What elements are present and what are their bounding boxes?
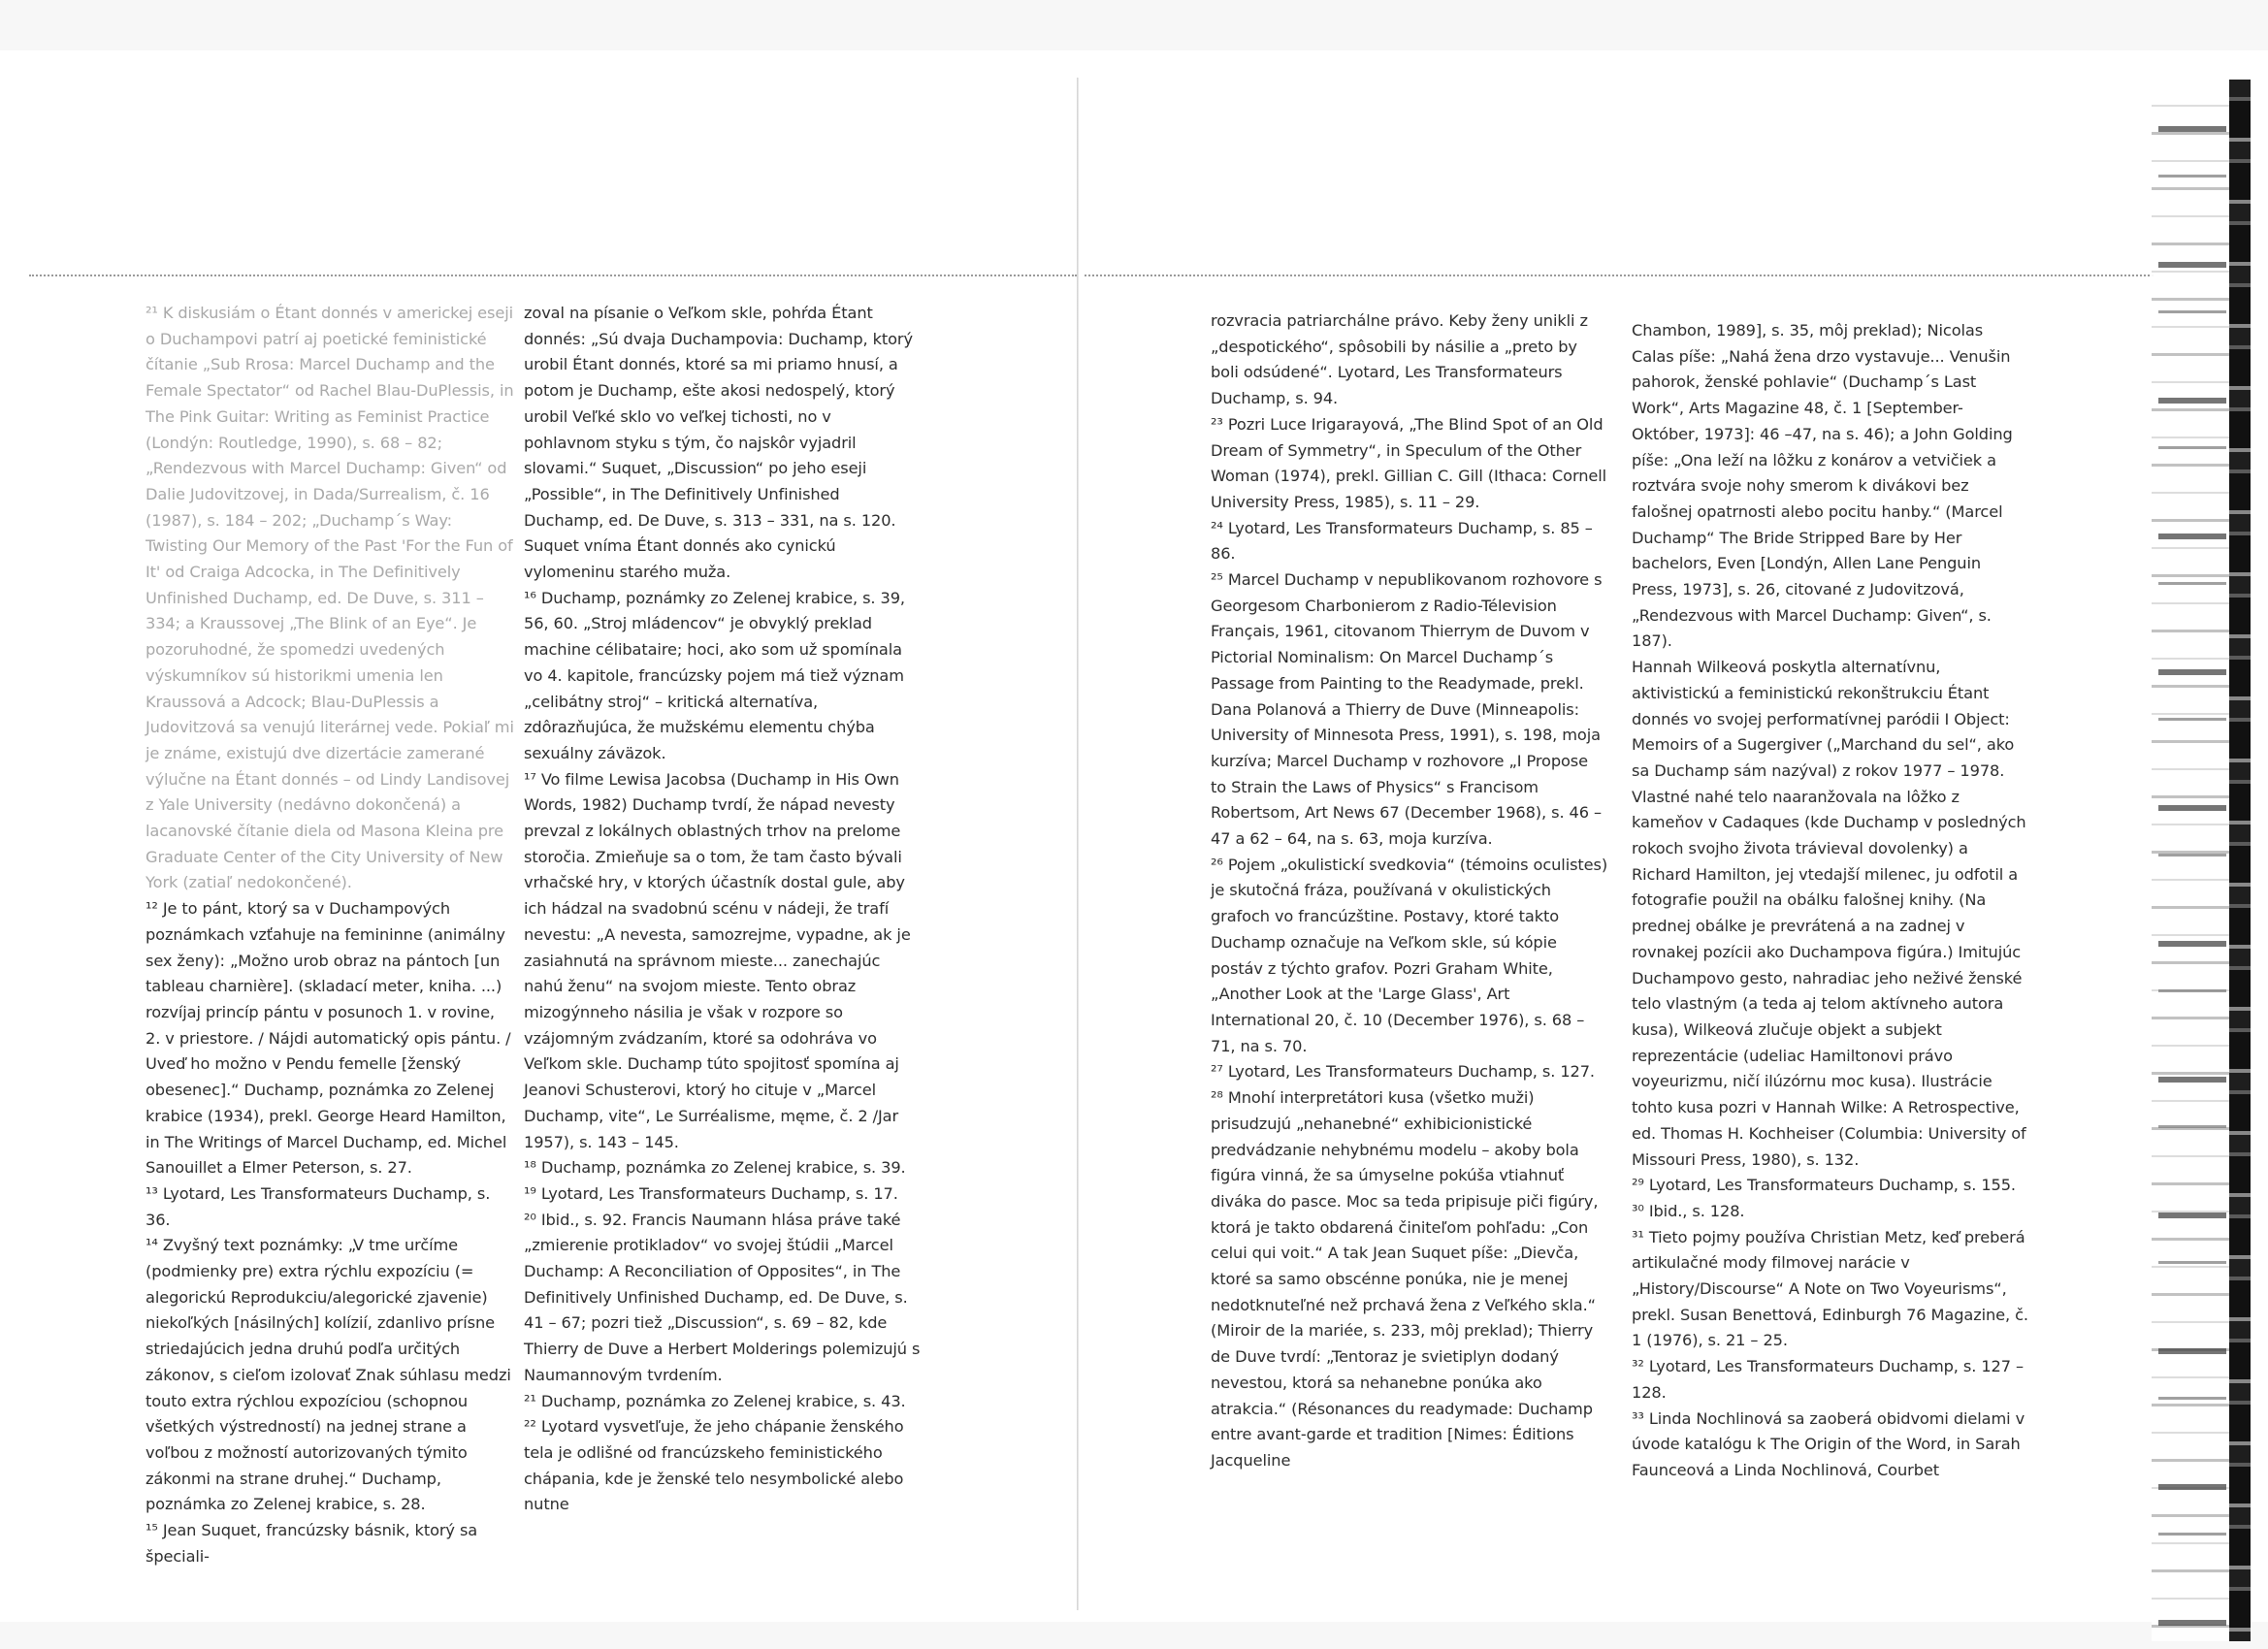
footnote-11: ²¹ K diskusiám o Étant donnés v americkej eseji o Duchampovi patrí aj poetické feministické čítanie „Sub Rrosa: Marcel Duchamp and the Female Spectator“ od Rachel Blau-DuPlessis, in The Pink Guitar: Writing as Feminist Practice (Londýn: Routledge, 1990), s. 68 – 82; „Rendezvous with Marcel Duchamp: Given“ od Dalie Judovitzovej, in Dada/Surrealism, č. 16 (1987), s. 184 – 202; „Duchamp´s Way: Twisting Our Memory of the Past 'For the Fun of It' od Craiga Adcocka, in The Definitively Unfinished Duchamp, ed. De Duve, s. 311 – 334; a Kraussovej „The Blink of an Eye“. Je pozoruhodné, že spomedzi uvedených výskumníkov sú historikmi umenia len Kraussová a Adcock; Blau-DuPlessis a Judovitzová sa venujú literárnej vede. Pokiaľ mi je známe, existujú dve dizertácie zamerané výlučne na Étant donnés – od Lindy Landisovej z Yale University (nedávno dokončená) a lacanovské čítanie diela od Masona Kleina pre Graduate Center of the City University of New York (zatiaľ nedokončené). — [146, 304, 514, 892]
right-page-column-2 — [1632, 318, 2029, 1484]
footnote-15-cont: zoval na písanie o Veľkom skle, pohŕda Étant donnés: „Sú dvaja Duchampovia: Duchamp, ktorý urobil Étant donnés, ktoré sa mi priamo hnusí, a potom je Duchamp, ešte akosi nedospelý, ktorý urobil Veľké sklo vo veľkej tichosti, no v pohlavnom styku s tým, čo najskôr vyjadril slovami.“ Suquet, „Discussion“ po jeho eseji „Possible“, in The Definitively Unfinished Duchamp, ed. De Duve, s. 313 – 331, na s. 120. Suquet vníma Étant donnés ako cynickú vylomeninu starého muža. — [524, 304, 913, 582]
footnote-28: ²⁸ Mnohí interpretátori kusa (všetko muži) prisudzujú „nehanebné“ exhibicionistické predvádzanie nehybnému modelu – akoby bola figúra vinná, že sa úmyselne pokúša vtiahnuť diváka do pasce. Moc sa teda pripisuje piči figúry, ktorá je takto obdarená činiteľom pohľadu: „Con celui qui voit.“ A tak Jean Suquet píše: „Dievča, ktoré sa samo obscénne ponúka, nie je menej nedotknuteľné než prchavá žena z Veľkého skla.“ (Miroir de la mariée, s. 233, môj preklad); Thierry de Duve tvrdí: „Tentoraz je svietiplyn dodaný nevestou, ktorá sa nehanebne ponúka ako atrakcia.“ (Résonances du readymade: Duchamp entre avant-garde et tradition [Nimes: Éditions Jacqueline — [1211, 1088, 1599, 1470]
footnote-12: ¹² Je to pánt, ktorý sa v Duchampových poznámkach vzťahuje na femininne (animálny sex ženy): „Možno urob obraz na pántoch [un tableau charnière]. (skladací meter, kniha. ...) rozvíjaj princíp pántu v posunoch 1. v rovine, 2. v priestore. / Nájdi automatický opis pántu. / Uveď ho možno v Pendu femelle [ženský obesenec].“ Duchamp, poznámka zo Zelenej krabice (1934), prekl. George Heard Hamilton, in The Writings of Marcel Duchamp, ed. Michel Sanouillet a Elmer Peterson, s. 27. — [146, 899, 511, 1178]
footnote-21: ²¹ Duchamp, poznámka zo Zelenej krabice, s. 43. — [524, 1391, 906, 1410]
left-page-column-1 — [146, 301, 514, 1569]
footnote-19: ¹⁹ Lyotard, Les Transformateurs Duchamp, s. 17. — [524, 1183, 898, 1203]
footnote-18: ¹⁸ Duchamp, poznámka zo Zelenej krabice, s. 39. — [524, 1158, 906, 1178]
dotted-rule-left — [29, 275, 1077, 276]
footnote-31: ³¹ Tieto pojmy používa Christian Metz, keď preberá artikulačné mody filmovej narácie v „History/Discourse“ A Note on Two Voyeurisms“, prekl. Susan Benettová, Edinburgh 76 Magazine, č. 1 (1976), s. 21 – 25. — [1632, 1227, 2028, 1350]
footnote-30: ³⁰ Ibid., s. 128. — [1632, 1201, 1745, 1220]
book-gutter — [1077, 78, 1079, 1610]
footnote-13: ¹³ Lyotard, Les Transformateurs Duchamp, s. 36. — [146, 1183, 491, 1229]
footnote-20: ²⁰ Ibid., s. 92. Francis Naumann hlása práve také „zmierenie protikladov“ vo svojej štúdii „Marcel Duchamp: A Reconciliation of Opposites“, in The Definitively Unfinished Duchamp, ed. De Duve, s. 41 – 67; pozri tiež „Discussion“, s. 69 – 82, kde Thierry de Duve a Herbert Molderings polemizujú s Naumannovým tvrdením. — [524, 1210, 921, 1384]
footnote-28-paragraph: Hannah Wilkeová poskytla alternatívnu, aktivistickú a feministickú rekonštrukciu Étant donnés vo svojej performatívnej paródii I Object: Memoirs of a Sugergiver („Marchand du sel“, ako sa Duchamp sám nazýval) z rokov 1977 – 1978. Vlastné nahé telo naaranžovala na lôžko z kameňov v Cadaques (kde Duchamp v posledných rokoch svojho života trávieval dovolenky) a Richard Hamilton, jej vtedajší milenec, ju odfotil a fotografie použil na obálku falošnej knihy. (Na prednej obálke je prevrátená a na zadnej v rovnakej pozícii ako Duchampova figúra.) Imitujúc Duchampovo gesto, nahradiac jeho neživé ženské telo vlastným (a teda aj telom aktívneho autora kusa), Wilkeová zlučuje objekt a subjekt reprezentácie (udeliac Hamiltonovi právo voyeurizmu, ničí ilúzórnu moc kusa). Ilustrácie tohto kusa pozri v Hannah Wilke: A Retrospective, ed. Thomas H. Kochheiser (Columbia: University of Missouri Press, 1980), s. 132. — [1632, 658, 2026, 1169]
footnote-23: ²³ Pozri Luce Irigarayová, „The Blind Spot of an Old Dream of Symmetry“, in Speculum of the Other Woman (1974), prekl. Gillian C. Gill (Ithaca: Cornell University Press, 1985), s. 11 – 29. — [1211, 414, 1607, 511]
scanner-edge-marks — [2158, 87, 2226, 1630]
footnote-14: ¹⁴ Zvyšný text poznámky: „V tme určíme (podmienky pre) extra rýchlu expozíciu (= alegorickú Reprodukciu/alegorické zjavenie) niekoľkých [násilných] kolízií, zdanlivo prísne striedajúcich jedna druhú podľa určitých zákonov, s cieľom izolovať Znak súhlasu medzi touto extra rýchlou expozíciou (schopnou všetkých výstredností) na jednej strane a voľbou z možností autorizovaných týmito zákonmi na strane druhej.“ Duchamp, poznámka zo Zelenej krabice, s. 28. — [146, 1236, 511, 1514]
footnote-17: ¹⁷ Vo filme Lewisa Jacobsa (Duchamp in His Own Words, 1982) Duchamp tvrdí, že nápad nevesty prevzal z lokálnych oblastných trhov na prelome storočia. Zmieňuje sa o tom, že tam často bývali vrhačské hry, v ktorých účastník dostal gule, aby ich hádzal na svadobnú scénu v nádeji, že trafí nevestu: „A nevesta, samozrejme, vypadne, ak je zasiahnutá na správnom mieste... zanechajúc nahú ženu“ na svojom mieste. Tento obraz mizogýnneho násilia je však v rozpore so vzájomným zvádzaním, ktoré sa odohráva vo Veľkom skle. Duchamp túto spojitosť spomína aj Jeanovi Schusterovi, ktorý ho cituje v „Marcel Duchamp, vite“, Le Surréalisme, męme, č. 2 /Jar 1957), s. 143 – 145. — [524, 769, 911, 1151]
footnote-26: ²⁶ Pojem „okulistickí svedkovia“ (témoins oculistes) je skutočná fráza, používaná v okulistických grafoch vo francúzštine. Postavy, ktoré takto Duchamp označuje na Veľkom skle, sú kópie postáv z týchto grafov. Pozri Graham White, „Another Look at the 'Large Glass', Art International 20, č. 10 (December 1976), s. 68 – 71, na s. 70. — [1211, 855, 1608, 1055]
footnote-24: ²⁴ Lyotard, Les Transformateurs Duchamp, s. 85 – 86. — [1211, 518, 1593, 564]
footnote-33: ³³ Linda Nochlinová sa zaoberá obidvomi dielami v úvode katalógu k The Origin of the Word, in Sarah Faunceová a Linda Nochlinová, Courbet — [1632, 1408, 2025, 1479]
footnote-22: ²² Lyotard vysvetľuje, že jeho chápanie ženského tela je odlišné od francúzskeho feministického chápania, kde je ženské telo nesymbolické alebo nutne — [524, 1417, 904, 1514]
left-page-column-2 — [524, 301, 922, 1518]
footnote-15: ¹⁵ Jean Suquet, francúzsky básnik, ktorý sa špeciali- — [146, 1521, 478, 1566]
footnote-32: ³² Lyotard, Les Transformateurs Duchamp, s. 127 – 128. — [1632, 1357, 2024, 1402]
footnote-27: ²⁷ Lyotard, Les Transformateurs Duchamp, s. 127. — [1211, 1062, 1595, 1082]
footnote-25: ²⁵ Marcel Duchamp v nepublikovanom rozhovore s Georgesom Charbonierom z Radio-Télevision Français, 1961, citovanom Thierrym de Duvom v Pictorial Nominalism: On Marcel Duchamp´s Passage from Painting to the Readymade, prekl. Dana Polanová a Thierry de Duve (Minneapolis: University of Minnesota Press, 1991), s. 198, moja kurzíva; Marcel Duchamp v rozhovore „I Propose to Strain the Laws of Physics“ s Francisom Robertsom, Art News 67 (December 1968), s. 46 – 47 a 62 – 64, na s. 63, moja kurzíva. — [1211, 570, 1603, 849]
footnote-22-cont: rozvracia patriarchálne právo. Keby ženy unikli z „despotického“, spôsobili by násilie a „preto by boli odsúdené“. Lyotard, Les Transformateurs Duchamp, s. 94. — [1211, 311, 1588, 408]
right-page-column-1 — [1211, 308, 1608, 1474]
scanner-edge-bar — [2229, 80, 2251, 1641]
footnote-28-cont: Chambon, 1989], s. 35, môj preklad); Nicolas Calas píše: „Nahá žena drzo vystavuje... Venušin pahorok, ženské pohlavie“ (Duchamp´s Last Work“, Arts Magazine 48, č. 1 [September-Október, 1973]: 46 –47, na s. 46); a John Golding píše: „Ona leží na lôžku z konárov a vetvičiek a roztvára svoje nohy smerom k divákovi bez falošnej opatrnosti alebo pocitu hanby.“ (Marcel Duchamp“ The Bride Stripped Bare by Her bachelors, Even [Londýn, Allen Lane Penguin Press, 1973], s. 26, citované z Judovitzová, „Rendezvous with Marcel Duchamp: Given“, s. 187). — [1632, 321, 2013, 651]
footnote-16: ¹⁶ Duchamp, poznámky zo Zelenej krabice, s. 39, 56, 60. „Stroj mládencov“ je obvyklý preklad machine célibataire; hoci, ako som už spomínala vo 4. kapitole, francúzsky pojem má tiež význam „celibátny stroj“ – kritická alternatíva, zdôrazňujúca, že mužskému elementu chýba sexuálny záväzok. — [524, 588, 905, 762]
dotted-rule-right — [1085, 275, 2154, 276]
footnote-29: ²⁹ Lyotard, Les Transformateurs Duchamp, s. 155. — [1632, 1176, 2016, 1195]
